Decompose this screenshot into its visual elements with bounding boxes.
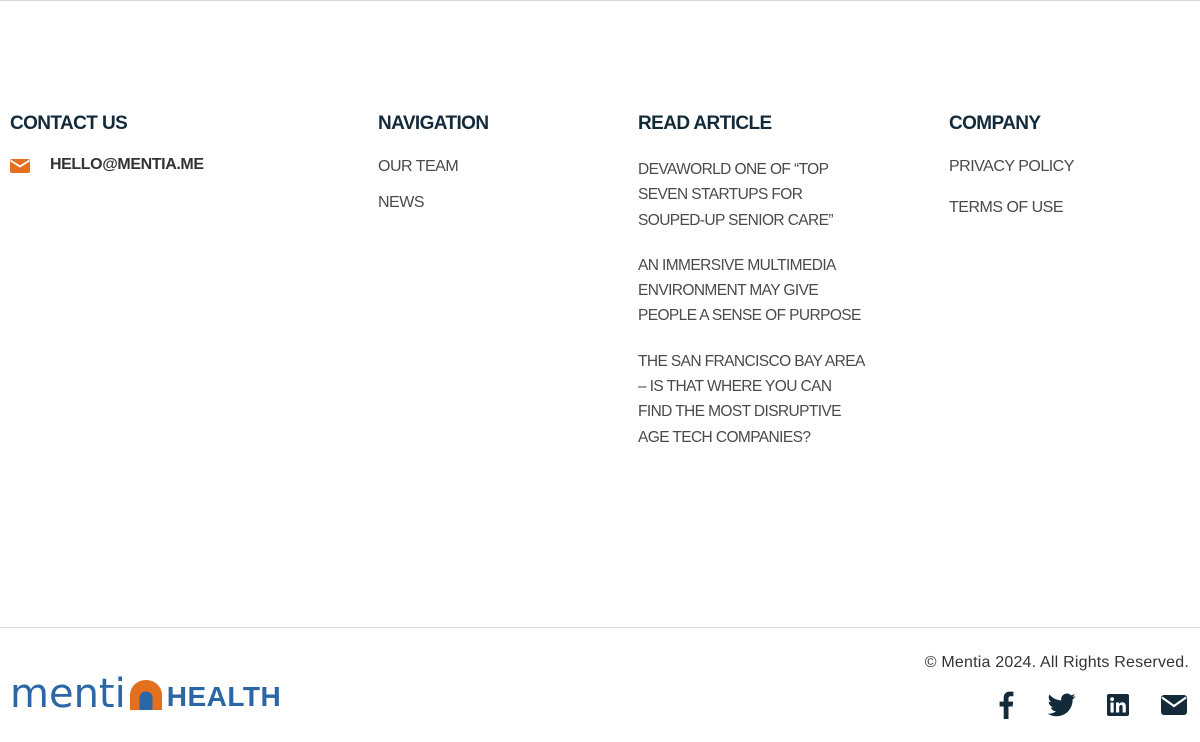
nav-link-our-team[interactable]: OUR TEAM — [378, 158, 459, 175]
company-link-privacy[interactable]: PRIVACY POLICY — [949, 158, 1074, 175]
mentia-health-logo[interactable] — [10, 671, 282, 717]
article-link-bay-area[interactable]: THE SAN FRANCISCO BAY AREA – IS THAT WHERE YOU CAN FIND THE MOST DISRUPTIVE AGE TECH COMPANIES? — [638, 352, 864, 446]
copyright-text: © Mentia 2024. All Rights Reserved. — [924, 654, 1189, 671]
linkedin-icon[interactable] — [1102, 690, 1134, 720]
footer-divider — [0, 627, 1200, 628]
contact-email[interactable]: HELLO@MENTIA.ME — [50, 156, 204, 173]
company-section — [949, 112, 1189, 239]
company-heading: COMPANY — [949, 113, 1041, 134]
contact-email-link[interactable] — [10, 156, 340, 174]
article-link-devaworld[interactable]: DEVAWORLD ONE OF “TOP SEVEN STARTUPS FOR SOUPED-UP SENIOR CARE” — [638, 161, 833, 229]
contact-heading: CONTACT US — [10, 113, 128, 134]
article-link-immersive[interactable]: AN IMMERSIVE MULTIMEDIA ENVIRONMENT MAY GIVE PEOPLE A SENSE OF PURPOSE — [638, 256, 861, 325]
contact-section — [10, 112, 340, 174]
top-divider — [0, 0, 1200, 1]
twitter-icon[interactable] — [1046, 690, 1078, 720]
navigation-section — [378, 112, 618, 229]
nav-link-news[interactable]: NEWS — [378, 194, 424, 211]
read-article-section — [638, 112, 878, 470]
logo-text-menti: menti — [10, 671, 126, 717]
navigation-heading: NAVIGATION — [378, 113, 489, 134]
envelope-icon — [10, 157, 30, 173]
logo-mark-icon — [127, 678, 165, 710]
envelope-icon[interactable] — [1158, 690, 1190, 720]
logo-text-health: HEALTH — [166, 681, 282, 712]
facebook-icon[interactable] — [990, 690, 1022, 720]
social-links — [990, 690, 1190, 720]
company-link-terms[interactable]: TERMS OF USE — [949, 199, 1064, 216]
read-article-heading: READ ARTICLE — [638, 113, 772, 134]
